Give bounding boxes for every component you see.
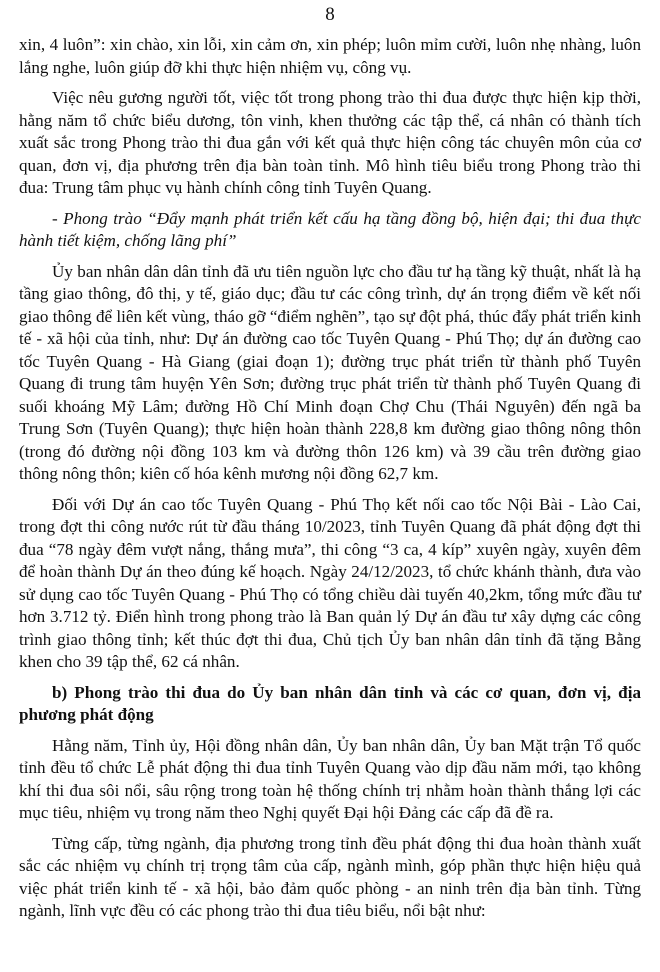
page-body [19, 34, 641, 931]
paragraph-expressway: Đối với Dự án cao tốc Tuyên Quang - Phú Thọ kết nối cao tốc Nội Bài - Lào Cai, trong đợt thi công nước rút từ đầu tháng 10/2023, tỉnh Tuyên Quang đã phát động đợt thi đua “78 ngày đêm vượt nắng, thắng mưa”, thi công “3 ca, 4 kíp” xuyên ngày, xuyên đêm để hoàn thành Dự án theo đúng kế hoạch. Ngày 24/12/2023, tổ chức khánh thành, đưa vào sử dụng cao tốc Tuyên Quang - Phú Thọ có tổng chiều dài tuyến 40,2km, tổng mức đầu tư hơn 3.712 tỷ. Điển hình trong phong trào là Ban quản lý Dự án đầu tư xây dựng các công trình giao thông tỉnh; kết thúc đợt thi đua, Chủ tịch Ủy ban nhân dân tỉnh đã tặng Bằng khen cho 39 tập thể, 62 cá nhân. [19, 494, 641, 671]
paragraph-continuation: xin, 4 luôn”: xin chào, xin lỗi, xin cảm ơn, xin phép; luôn mỉm cười, luôn nhẹ nhàng, luôn lắng nghe, luôn giúp đỡ khi thực hiện nhiệm vụ, công vụ. [19, 35, 641, 77]
page-number: 8 [325, 4, 335, 25]
paragraph-annual-launch: Hằng năm, Tỉnh ủy, Hội đồng nhân dân, Ủy ban nhân dân, Ủy ban Mặt trận Tổ quốc tỉnh đều tổ chức Lễ phát động thi đua tỉnh Tuyên Quang vào dịp đầu năm mới, tạo không khí thi đua sôi nổi, sâu rộng trong toàn hệ thống chính trị nhằm hoàn thành thắng lợi các mục tiêu, nhiệm vụ trong năm theo Nghị quyết Đại hội Đảng các cấp đã đề ra. [19, 735, 641, 822]
paragraph-infrastructure: Ủy ban nhân dân dân tỉnh đã ưu tiên nguồn lực cho đầu tư hạ tầng kỹ thuật, nhất là hạ tầng giao thông, đô thị, y tế, giáo dục; đầu tư các công trình, dự án trọng điểm về kết nối giao thông để liên kết vùng, tháo gỡ “điểm nghẽn”, tạo sự đột phá, thúc đẩy phát triển kinh tế - xã hội của tỉnh, như: Dự án đường cao tốc Tuyên Quang - Phú Thọ; dự án đường cao tốc Tuyên Quang - Hà Giang (giai đoạn 1); đường trục phát triển từ thành phố Tuyên Quang đi trung tâm huyện Yên Sơn; đường trục phát triển từ thành phố Tuyên Quang đi suối khoáng Mỹ Lâm; đường Hồ Chí Minh đoạn Chợ Chu (Thái Nguyên) đến ngã ba Trung Sơn (Tuyên Quang); thực hiện hoàn thành 228,8 km đường giao thông nông thôn (trong đó đường nội đồng 103 km và đường thôn 126 km) và 39 cầu trên đường giao thông nông thôn; kiên cố hóa kênh mương nội đồng 62,7 km. [19, 261, 641, 483]
section-heading-b: b) Phong trào thi đua do Ủy ban nhân dân tỉnh và các cơ quan, đơn vị, địa phương phát động [19, 682, 641, 724]
paragraph-role-model: Việc nêu gương người tốt, việc tốt trong phong trào thi đua được thực hiện kịp thời, hằng năm tổ chức biểu dương, tôn vinh, khen thưởng các tập thể, cá nhân có thành tích xuất sắc trong Phong trào thi đua gắn với kết quả thực hiện công tác chuyên môn của cơ quan, đơn vị, địa phương trên địa bàn toàn tỉnh. Mô hình tiêu biểu trong Phong trào thi đua: Trung tâm phục vụ hành chính công tỉnh Tuyên Quang. [19, 88, 641, 197]
movement-subheading: - Phong trào “Đẩy mạnh phát triển kết cấu hạ tầng đồng bộ, hiện đại; thi đua thực hành tiết kiệm, chống lãng phí” [19, 208, 641, 250]
paragraph-sectors: Từng cấp, từng ngành, địa phương trong tỉnh đều phát động thi đua hoàn thành xuất sắc các nhiệm vụ chính trị trọng tâm của cấp, ngành mình, góp phần thực hiện hiệu quả việc phát triển kinh tế - xã hội, bảo đảm quốc phòng - an ninh trên địa bàn tỉnh. Từng ngành, lĩnh vực đều có các phong trào thi đua tiêu biểu, nổi bật như: [19, 833, 641, 920]
